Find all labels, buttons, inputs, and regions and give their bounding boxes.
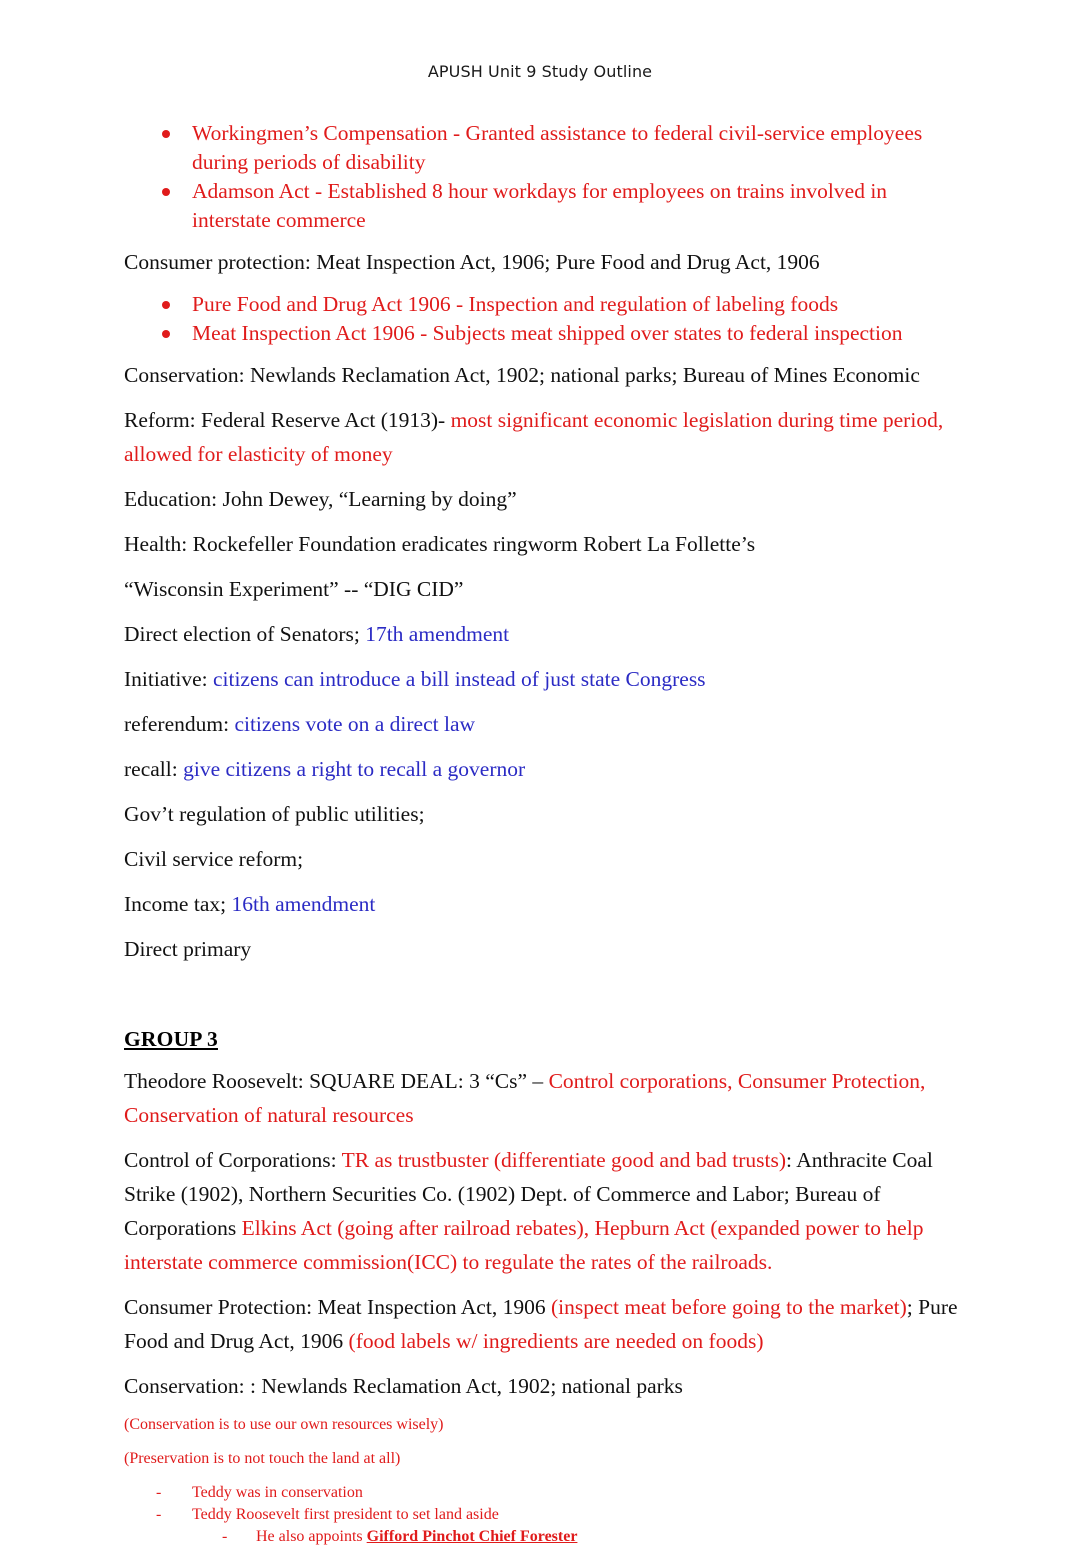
- control-body: : Anthracite Coal Strike (1902), Northern Securities Co. (1902) Dept. of Commerce and Labor; Bureau of Corporations: [124, 1148, 933, 1240]
- section-gap: [124, 977, 958, 1027]
- income-tax-label: Income tax;: [124, 892, 232, 916]
- document-body: [0, 81, 1080, 1548]
- list-item: Pure Food and Drug Act 1906 - Inspection and regulation of labeling foods: [124, 290, 958, 319]
- group3-consumer-protection-line: [124, 1290, 958, 1358]
- utilities-line: Gov’t regulation of public utilities;: [124, 802, 425, 826]
- initiative-annotation: citizens can introduce a bill instead of just state Congress: [212, 667, 706, 691]
- list-item: [124, 1526, 958, 1548]
- note-preservation: (Preservation is to not touch the land at all): [124, 1450, 401, 1467]
- reform-annotation: most significant economic legislation during time period, allowed for elasticity of money: [124, 408, 944, 466]
- direct-election-label: Direct election of Senators;: [124, 622, 366, 646]
- square-deal-annotation: Control corporations, Consumer Protection, Conservation of natural resources: [124, 1069, 926, 1127]
- income-tax-line: [124, 887, 958, 921]
- civil-service-line: Civil service reform;: [124, 847, 304, 871]
- page-title: APUSH Unit 9 Study Outline: [427, 62, 653, 81]
- recall-label: recall:: [124, 757, 184, 781]
- teddy-dash-list: [124, 1482, 958, 1526]
- sub-dash-prefix: He also appoints: [256, 1528, 367, 1545]
- note-conservation: (Conservation is to use our own resources wisely): [124, 1416, 444, 1433]
- list-item: Workingmen’s Compensation - Granted assistance to federal civil-service employees during periods of disability: [124, 119, 958, 177]
- list-item: Adamson Act - Established 8 hour workdays for employees on trains involved in interstate commerce: [124, 177, 958, 235]
- initiative-label: Initiative:: [124, 667, 213, 691]
- referendum-label: referendum:: [124, 712, 235, 736]
- g3-consumer-label: Consumer Protection: Meat Inspection Act, 1906: [124, 1295, 551, 1319]
- control-annotation-one: TR as trustbuster (differentiate good and bad trusts): [341, 1148, 787, 1172]
- group-three-heading: GROUP 3: [124, 1027, 218, 1051]
- list-item: - Teddy was in conservation: [124, 1482, 958, 1504]
- group3-conservation-line: Conservation: : Newlands Reclamation Act, 1902; national parks: [124, 1374, 683, 1398]
- consumer-bullet-list: [124, 290, 958, 348]
- recall-annotation: give citizens a right to recall a governor: [183, 757, 526, 781]
- g3-consumer-annotation-two: (food labels w/ ingredients are needed on foods): [348, 1329, 764, 1353]
- wisconsin-line: “Wisconsin Experiment” -- “DIG CID”: [124, 577, 464, 601]
- initiative-line: [124, 662, 958, 696]
- control-annotation-two: Elkins Act (going after railroad rebates), Hepburn Act (expanded power to help interstate commerce commission(ICC) to regulate the rates of the railroads.: [124, 1216, 924, 1274]
- g3-consumer-body: ; Pure Food and Drug Act, 1906: [124, 1295, 958, 1353]
- list-item: Meat Inspection Act 1906 - Subjects meat shipped over states to federal inspection: [124, 319, 958, 348]
- top-spacer: [124, 81, 958, 119]
- reform-label: Reform: Federal Reserve Act (1913)-: [124, 408, 451, 432]
- education-line: Education: John Dewey, “Learning by doing”: [124, 487, 517, 511]
- health-line: Health: Rockefeller Foundation eradicates ringworm Robert La Follette’s: [124, 532, 756, 556]
- consumer-protection-line: Consumer protection: Meat Inspection Act, 1906; Pure Food and Drug Act, 1906: [124, 250, 820, 274]
- direct-primary-line: Direct primary: [124, 937, 252, 961]
- referendum-annotation: citizens vote on a direct law: [234, 712, 476, 736]
- square-deal-label: Theodore Roosevelt: SQUARE DEAL: 3 “Cs” –: [124, 1069, 549, 1093]
- gifford-pinchot-emphasis: Gifford Pinchot Chief Forester: [366, 1528, 578, 1545]
- direct-election-annotation: 17th amendment: [365, 622, 510, 646]
- g3-consumer-annotation-one: (inspect meat before going to the market): [550, 1295, 907, 1319]
- reform-line: [124, 403, 958, 471]
- conservation-line: Conservation: Newlands Reclamation Act, 1902; national parks; Bureau of Mines Economic: [124, 363, 920, 387]
- referendum-line: [124, 707, 958, 741]
- control-label: Control of Corporations:: [124, 1148, 342, 1172]
- square-deal-line: [124, 1064, 958, 1132]
- list-item: - Teddy Roosevelt first president to set land aside: [124, 1504, 958, 1526]
- recall-line: [124, 752, 958, 786]
- top-bullet-list: [124, 119, 958, 235]
- control-of-corporations-line: [124, 1143, 958, 1279]
- income-tax-annotation: 16th amendment: [231, 892, 376, 916]
- teddy-sub-dash-list: [124, 1526, 958, 1548]
- direct-election-line: [124, 617, 958, 651]
